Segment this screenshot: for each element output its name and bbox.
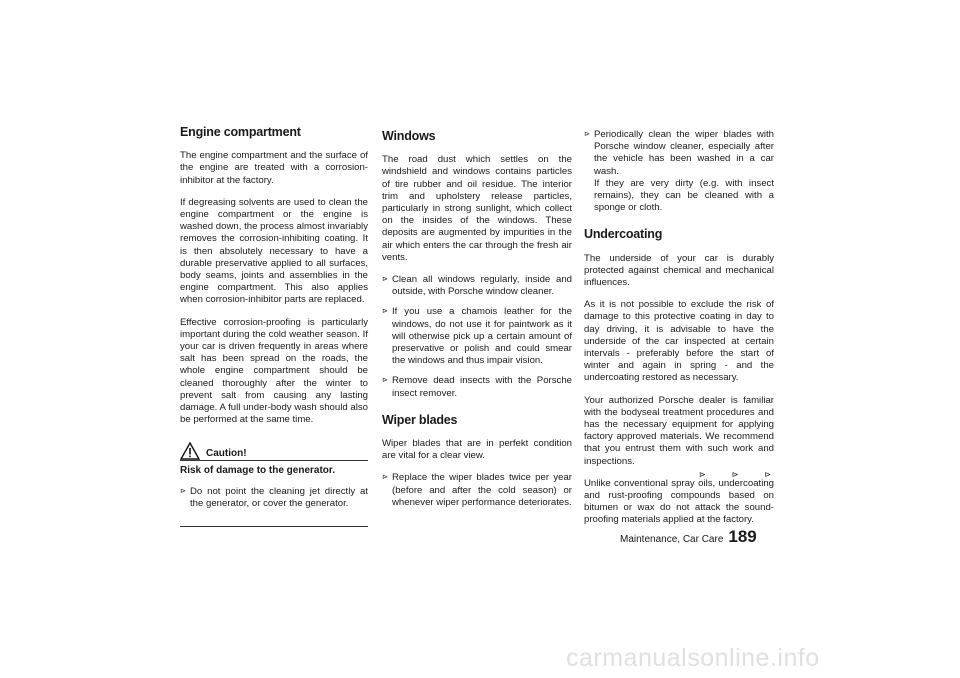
paragraph: The road dust which settles on the windshield and windows contains particles of tire rubber and oil residue. The interior trim and upholstery release particles, particularly in strong sunlight, which collect on the insides of the windows. These deposits are augmented by impurities in the air which enters the car through the fresh air vents. — [382, 154, 572, 263]
bullet-arrow-icon: ⊳ — [382, 474, 388, 482]
continue-arrow-icon: ⊳ — [731, 470, 739, 479]
warning-icon — [180, 442, 200, 460]
footer-section-title: Maintenance, Car Care — [620, 534, 724, 545]
list-item: ⊳ Replace the wiper blades twice per year (before and after the cold season) or whenever wiper performance deteriorates. — [382, 472, 572, 508]
list-item: ⊳ Clean all windows regularly, inside and outside, with Porsche window cleaner. — [382, 274, 572, 298]
continue-arrow-icon: ⊳ — [699, 470, 706, 479]
caution-box — [180, 438, 368, 527]
bullet-arrow-icon: ⊳ — [180, 487, 186, 495]
heading-undercoating: Undercoating — [584, 227, 663, 242]
paragraph: Effective corrosion-proofing is particularly important during the cold weather season. If your car is driven frequently in areas where salt has been spread on the roads, the whole engine compartment should be cleaned thoroughly after the winter to prevent salt from causing any lasting damage. A full under-body wash should also be performed at the same time. — [180, 316, 368, 426]
column-windows — [382, 130, 572, 517]
watermark: carmanualsonline.info — [566, 644, 820, 672]
bullet-arrow-icon: ⊳ — [382, 377, 388, 385]
list-item: ⊳ Remove dead insects with the Porsche insect remover. — [382, 375, 572, 399]
list-item: ⊳ Do not point the cleaning jet directly at the generator, or cover the generator. — [180, 485, 368, 509]
caution-header — [180, 438, 368, 461]
continue-arrows — [699, 470, 771, 479]
list-item: ⊳ If you use a chamois leather for the windows, do not use it for paintwork as it will otherwise pick up a certain amount of preservative or polish and could smear the windows and thus impair vision. — [382, 306, 572, 367]
continue-arrow-icon: ⊳ — [764, 470, 772, 479]
paragraph: If degreasing solvents are used to clean the engine compartment or the engine is washed down, the process almost invariably removes the corrosion-inhibiting coating. It is then absolutely necessary to have a durable preservative applied to all surfaces, body seams, joints and assemblies in the engine compartment. This also applies when corrosion-inhibitor parts are replaced. — [180, 196, 368, 306]
page-footer — [620, 527, 757, 547]
page-number: 189 — [728, 527, 757, 546]
heading-engine-compartment: Engine compartment — [180, 125, 301, 139]
caution-risk: Risk of damage to the generator. — [180, 465, 336, 477]
paragraph: As it is not possible to exclude the risk of damage to this protective coating in day to day driving, it is advisable to have the underside of the car inspected at certain intervals - preferably before the start of winter and again in spring - and the undercoating restored as necessary. — [584, 299, 774, 384]
heading-windows: Windows — [382, 129, 436, 143]
paragraph: The engine compartment and the surface of the engine are treated with a corrosion-inhibitor at the factory. — [180, 150, 368, 186]
bullet-arrow-icon: ⊳ — [584, 131, 590, 138]
caution-label: Caution! — [206, 448, 247, 460]
paragraph: Your authorized Porsche dealer is familiar with the bodyseal treatment procedures and has the necessary equipment for applying factory approved materials. We recommend that you entrust them with such work and inspections. — [584, 394, 774, 467]
bullet-arrow-icon: ⊳ — [382, 276, 388, 284]
paragraph: Unlike conventional spray oils, undercoating and rust-proofing compounds based on bitumen or wax do not attack the sound-proofing materials applied at the factory. — [584, 477, 774, 526]
list-item: ⊳ Periodically clean the wiper blades with Porsche window cleaner, especially after the vehicle has been washed in a car wash. If they are very dirty (e.g. with insect remains), they can be cleaned with a sponge or cloth. — [584, 129, 774, 214]
paragraph: The underside of your car is durably protected against chemical and mechanical influences. — [584, 252, 774, 289]
bullet-arrow-icon: ⊳ — [382, 308, 388, 316]
column-engine-compartment — [180, 126, 368, 527]
heading-wiper-blades: Wiper blades — [382, 412, 458, 427]
paragraph: Wiper blades that are in perfekt condition are vital for a clear view. — [382, 438, 572, 462]
